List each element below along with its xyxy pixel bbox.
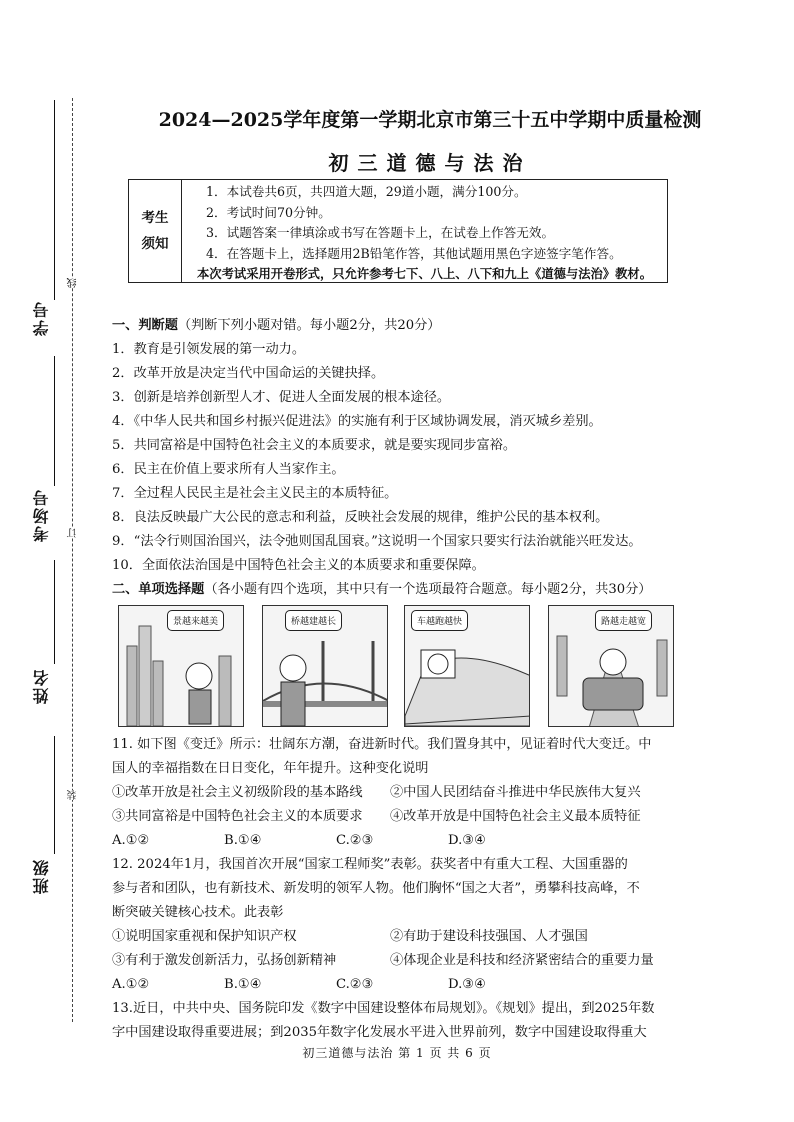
section-1-heading: 一、判断题（判断下列小题对错。每小题2分，共20分）	[112, 318, 441, 333]
comic-panel-road	[548, 605, 674, 727]
exam-room-label: 考场号	[32, 488, 51, 542]
option-d: D.③④	[448, 833, 486, 848]
notice-open-book: 本次考试采用开卷形式，只允许参考七下、八上、八下和九上《道德与法治》教材。	[197, 266, 652, 281]
notice-item: 1．本试卷共6页，共四道大题，29道小题，满分100分。	[206, 184, 527, 199]
notice-list	[182, 180, 667, 282]
comic-panel-train	[404, 605, 530, 727]
question-item: 5．共同富裕是中国特色社会主义的本质要求，就是要实现同步富裕。	[112, 438, 517, 453]
section-2-heading: 二、单项选择题（各小题有四个选项，其中只有一个选项最符合题意。每小题2分，共30分）	[112, 582, 652, 597]
option-d: D.③④	[448, 977, 486, 992]
bind-mark: 订	[68, 528, 79, 538]
answer-options	[112, 829, 692, 853]
notice-item: 3．试题答案一律填涂或书写在答题卡上，在试卷上作答无效。	[206, 225, 555, 240]
option-a: A.①②	[112, 833, 150, 848]
exam-notice-box	[128, 179, 668, 283]
name-blank	[54, 560, 55, 664]
question-11: 11. 如下图《变迁》所示：壮阔东方潮，奋进新时代。我们置身其中，见证着时代大变迁。中 国人的幸福指数在日日变化，年年提升。这种变化说明 ①改革开放是社会主义初级阶段的基本路线 ②中国人民团结奋斗推进中华民族伟大复兴 ③共同富裕是中国特色社会主义的本质要求 ④改革开放是中国特色社会主义最本质特征 A.①② B.①④ C.②③ D.③④	[112, 733, 692, 853]
page-footer: 初三道德与法治 第 1 页 共 6 页	[302, 1046, 492, 1060]
student-id-label: 学号	[32, 300, 51, 336]
comic-caption: 车越跑越快	[411, 610, 468, 631]
question-item: 8．良法反映最广大公民的意志和利益，反映社会发展的规律，维护公民的基本权利。	[112, 510, 609, 525]
statement-row: ①说明国家重视和保护知识产权 ②有助于建设科技强国、人才强国	[112, 929, 588, 944]
notice-heading: 考生 须知	[129, 180, 182, 282]
option-c: C.②③	[336, 833, 374, 848]
question-item: 6．民主在价值上要求所有人当家作主。	[112, 462, 345, 477]
question-12: 12. 2024年1月，我国首次开展“国家工程师奖”表彰。获奖者中有重大工程、大国重器的 参与者和团队，也有新技术、新发明的领军人物。他们胸怀“国之大者”，勇攀科技高峰，不 断突破关键核心技术。此表彰 ①说明国家重视和保护知识产权 ②有助于建设科技强国、人才强国 ③有利于激发创新活力，弘扬创新精神 ④体现企业是科技和经济紧密结合的重要力量 A.①② B.①④ C.②③ D.③④	[112, 853, 692, 997]
question-item: 7．全过程人民民主是社会主义民主的本质特征。	[112, 486, 398, 501]
class-blank	[54, 736, 55, 854]
answer-options	[112, 973, 692, 997]
binding-dashed-line	[72, 98, 73, 1022]
exam-subject: 初三道德与法治	[328, 151, 532, 175]
statement-row: ①改革开放是社会主义初级阶段的基本路线 ②中国人民团结奋斗推进中华民族伟大复兴	[112, 785, 641, 800]
comic-caption: 景越来越美	[167, 610, 224, 631]
notice-item: 2．考试时间70分钟。	[206, 204, 331, 220]
comic-caption: 桥越建越长	[285, 610, 342, 631]
question-item: 9．“法令行则国治国兴，法令弛则国乱国衰。”这说明一个国家只要实行法治就能兴旺发达。	[112, 534, 642, 549]
statement-row: ③有利于激发创新活力，弘扬创新精神 ④体现企业是科技和经济紧密结合的重要力量	[112, 953, 654, 968]
line-mark: 线	[68, 278, 79, 288]
exam-title: 2024—2025学年度第一学期北京市第三十五中学期中质量检测	[158, 109, 702, 131]
option-b: B.①④	[224, 977, 262, 992]
question-item: 2．改革开放是决定当代中国命运的关键抉择。	[112, 366, 385, 381]
notice-item: 4．在答题卡上，选择题用2B铅笔作答，其他试题用黑色字迹签字笔作答。	[206, 245, 622, 261]
option-a: A.①②	[112, 977, 150, 992]
comic-strip-changes	[112, 605, 692, 729]
comic-caption: 路越走越宽	[595, 610, 652, 631]
student-id-blank	[54, 100, 55, 300]
question-item: 10．全面依法治国是中国特色社会主义的本质要求和重要保障。	[112, 558, 485, 573]
question-item: 3．创新是培养创新型人才、促进人全面发展的根本途径。	[112, 390, 451, 405]
option-b: B.①④	[224, 833, 262, 848]
exam-content	[112, 314, 692, 1045]
comic-panel-bridge	[262, 605, 388, 727]
name-label: 姓名	[32, 668, 51, 704]
question-item: 1．教育是引领发展的第一动力。	[112, 342, 306, 357]
class-label: 班级	[32, 858, 51, 894]
binding-edge-mark: 装	[68, 790, 79, 800]
comic-panel-scenery	[118, 605, 244, 727]
question-13: 13.近日，中共中央、国务院印发《数字中国建设整体布局规划》。《规划》提出，到2025年数 字中国建设取得重要进展；到2035年数字化发展水平进入世界前列，数字中国建设取得重大	[112, 1001, 655, 1040]
option-c: C.②③	[336, 977, 374, 992]
exam-room-blank	[54, 356, 55, 486]
statement-row: ③共同富裕是中国特色社会主义的本质要求 ④改革开放是中国特色社会主义最本质特征	[112, 809, 641, 824]
question-item: 4．《中华人民共和国乡村振兴促进法》的实施有利于区域协调发展，消灭城乡差别。	[112, 414, 602, 429]
